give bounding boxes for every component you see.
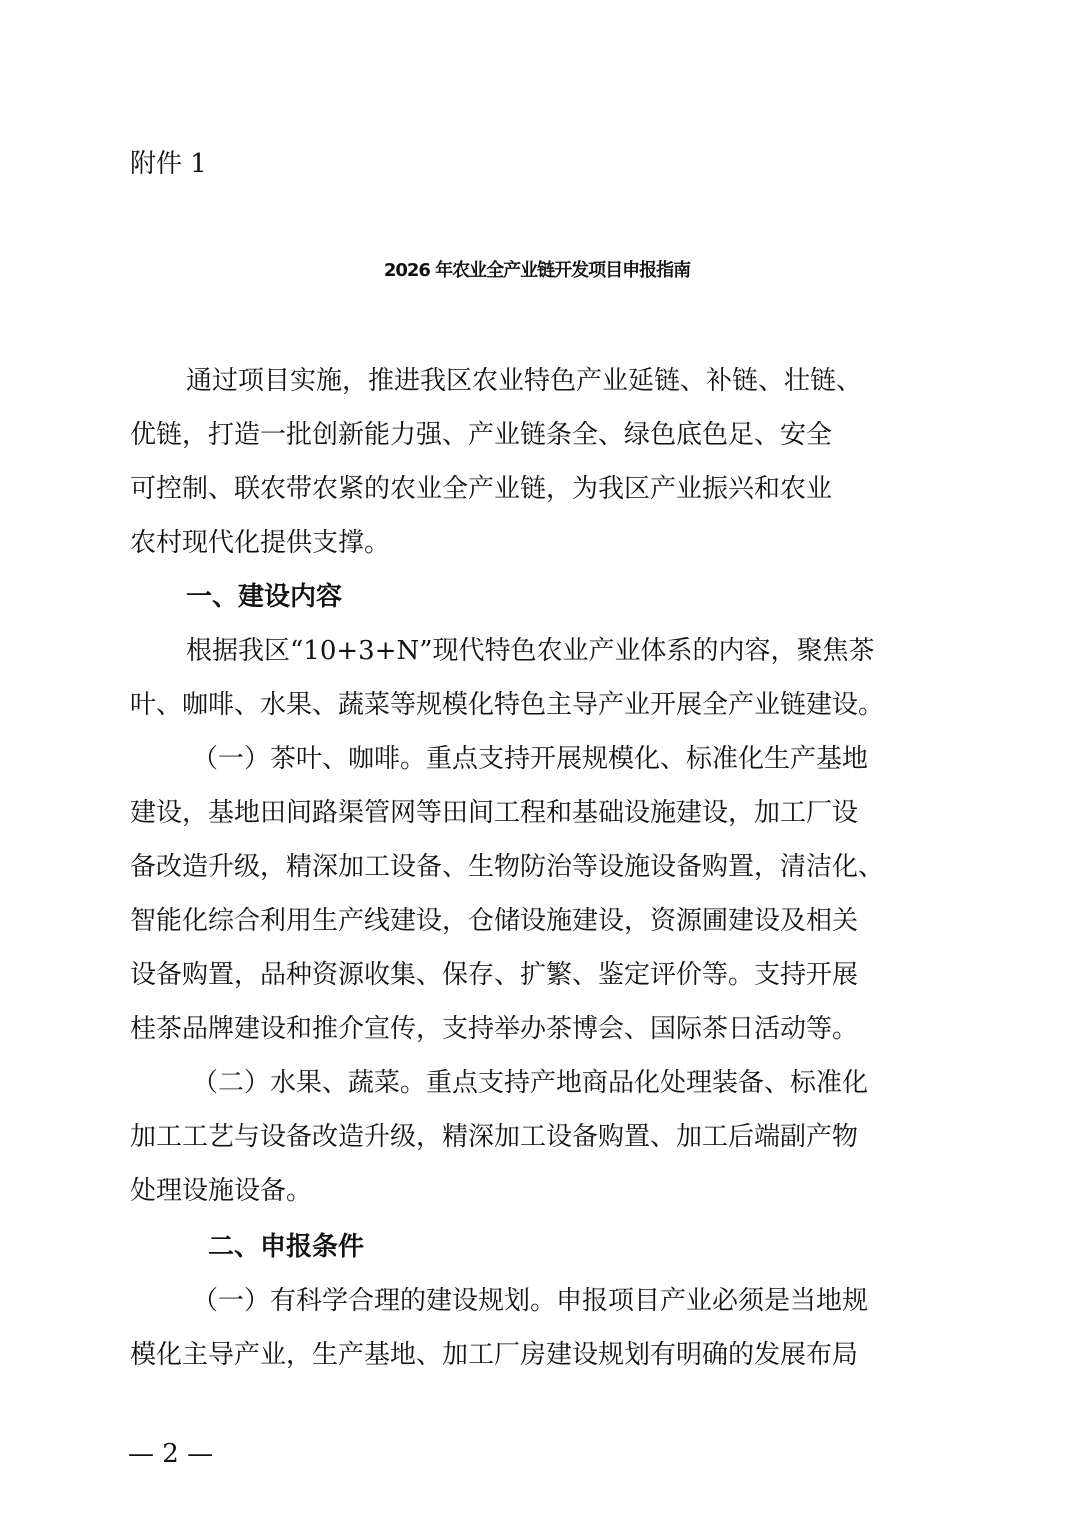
document-title: 2026 年农业全产业链开发项目申报指南 bbox=[383, 260, 691, 281]
paragraph-line: 模化主导产业，生产基地、加工厂房建设规划有明确的发展布局 bbox=[130, 1340, 859, 1370]
paragraph-line: 可控制、联农带农紧的农业全产业链，为我区产业振兴和农业 bbox=[130, 474, 833, 504]
attachment-label: 附件 1 bbox=[130, 149, 207, 179]
paragraph-line: 建设，基地田间路渠管网等田间工程和基础设施建设，加工厂设 bbox=[130, 798, 859, 828]
section-heading: 一、建设内容 bbox=[186, 582, 343, 612]
paragraph-line: 桂茶品牌建设和推介宣传，支持举办茶博会、国际茶日活动等。 bbox=[130, 1014, 859, 1044]
paragraph-line: 根据我区“10+3+N”现代特色农业产业体系的内容，聚焦茶 bbox=[186, 636, 875, 666]
paragraph-line: 智能化综合利用生产线建设，仓储设施建设，资源圃建设及相关 bbox=[130, 906, 859, 936]
section-heading: 二、申报条件 bbox=[208, 1232, 365, 1262]
paragraph-line: 加工工艺与设备改造升级，精深加工设备购置、加工后端副产物 bbox=[130, 1122, 859, 1152]
paragraph-line: 通过项目实施，推进我区农业特色产业延链、补链、壮链、 bbox=[186, 366, 863, 396]
paragraph-line: 备改造升级，精深加工设备、生物防治等设施设备购置，清洁化、 bbox=[130, 852, 885, 882]
page-number: — 2 — bbox=[128, 1439, 214, 1469]
paragraph-line: 农村现代化提供支撑。 bbox=[130, 528, 391, 558]
paragraph-line: 处理设施设备。 bbox=[130, 1176, 313, 1206]
paragraph-line: （一）有科学合理的建设规划。申报项目产业必须是当地规 bbox=[192, 1286, 869, 1316]
paragraph-line: （二）水果、蔬菜。重点支持产地商品化处理装备、标准化 bbox=[192, 1068, 869, 1098]
paragraph-line: 优链，打造一批创新能力强、产业链条全、绿色底色足、安全 bbox=[130, 420, 833, 450]
paragraph-line: 叶、咖啡、水果、蔬菜等规模化特色主导产业开展全产业链建设。 bbox=[130, 690, 885, 720]
paragraph-line: 设备购置，品种资源收集、保存、扩繁、鉴定评价等。支持开展 bbox=[130, 960, 859, 990]
paragraph-line: （一）茶叶、咖啡。重点支持开展规模化、标准化生产基地 bbox=[192, 744, 869, 774]
